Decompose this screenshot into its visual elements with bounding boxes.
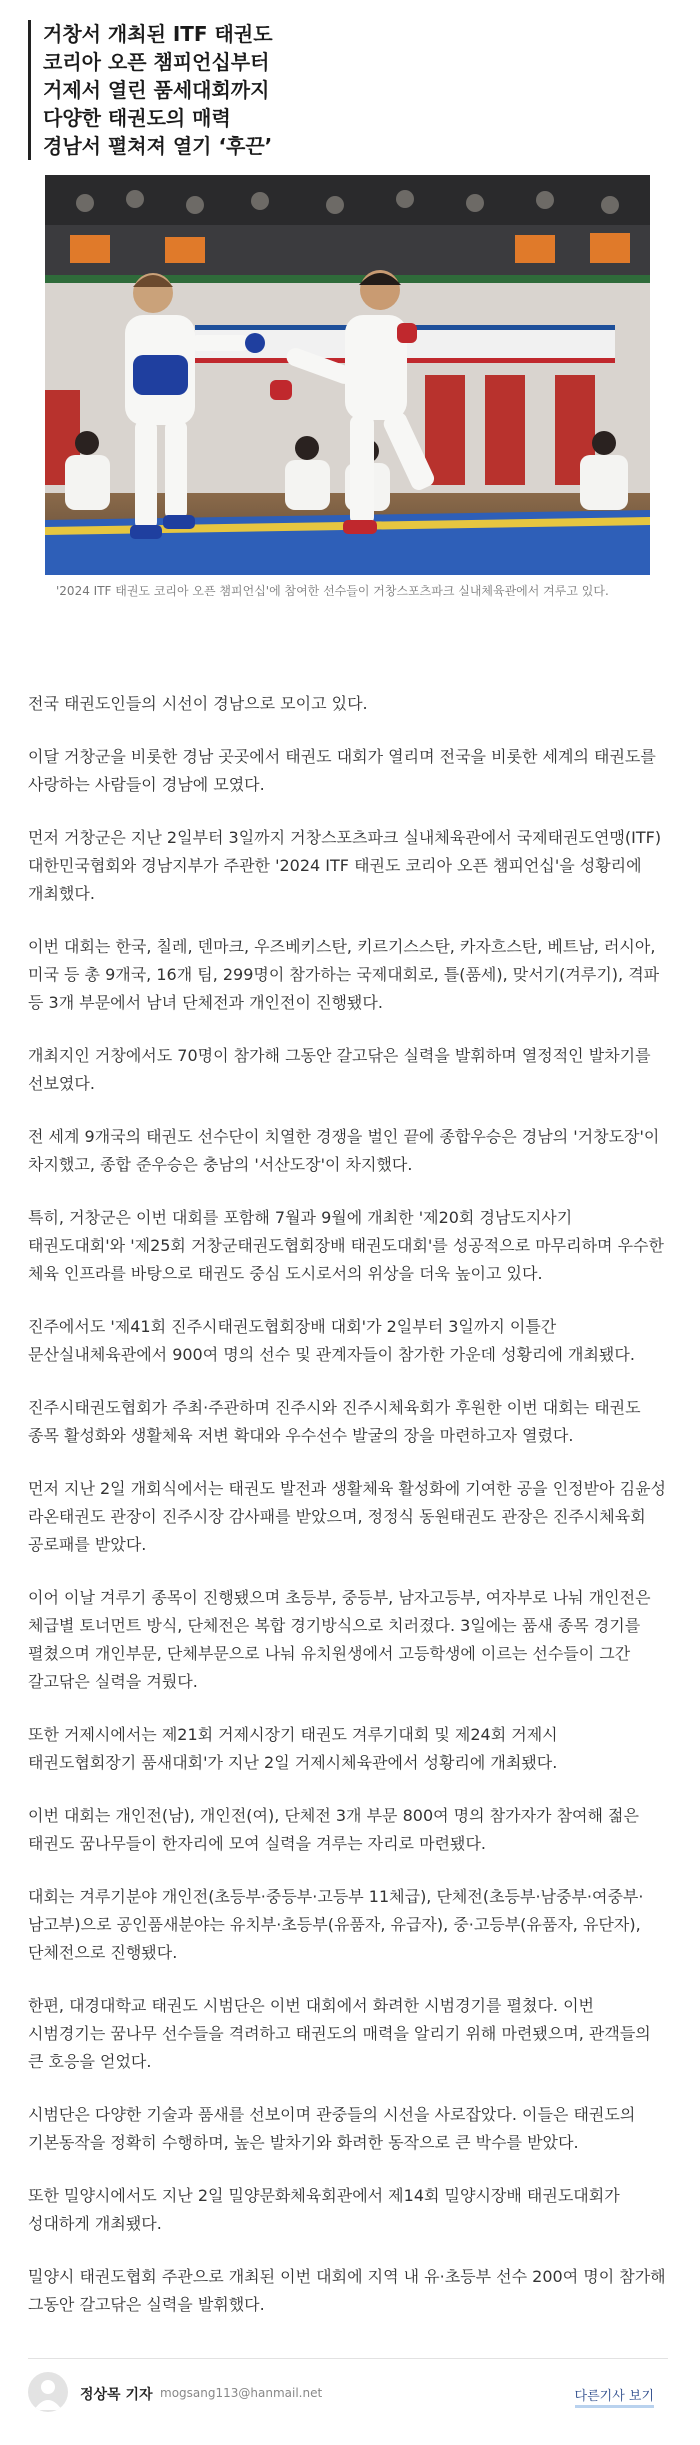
user-silhouette-icon	[28, 2372, 68, 2412]
paragraph: 전 세계 9개국의 태권도 선수단이 치열한 경쟁을 벌인 끝에 종합우승은 경남의 '거창도장'이 차지했고, 종합 준우승은 충남의 '서산도장'이 차지했다.	[28, 1127, 660, 1174]
paragraph: 한편, 대경대학교 태권도 시범단은 이번 대회에서 화려한 시범경기를 펼쳤다. 이번 시범경기는 꿈나무 선수들을 격려하고 태권도의 매력을 알리기 위해 마련됐으며, 관객들의 큰 호응을 얻었다.	[28, 1996, 651, 2071]
paragraph: 또한 거제시에서는 제21회 거제시장기 태권도 겨루기대회 및 제24회 거제시 태권도협회장기 품새대회'가 지난 2일 거제시체육관에서 성황리에 개최됐다.	[28, 1725, 558, 1772]
paragraph: 개최지인 거창에서도 70명이 참가해 그동안 갈고닦은 실력을 발휘하며 열정적인 발차기를 선보였다.	[28, 1046, 651, 1093]
article-photo	[45, 175, 650, 575]
headline-line-2: 코리아 오픈 챔피언십부터	[43, 50, 270, 74]
headline-line-1: 거창서 개최된 ITF 태권도	[43, 22, 273, 46]
paragraph: 밀양시 태권도협회 주관으로 개최된 이번 대회에 지역 내 유·초등부 선수 200여 명이 참가해 그동안 갈고닦은 실력을 발휘했다.	[28, 2267, 666, 2314]
author-bar	[28, 2372, 668, 2416]
paragraph: 진주시태권도협회가 주최·주관하며 진주시와 진주시체육회가 후원한 이번 대회는 태권도 종목 활성화와 생활체육 저변 확대와 우수선수 발굴의 장을 마련하고자 열렸다.	[28, 1398, 641, 1445]
photo-caption: '2024 ITF 태권도 코리아 오픈 챔피언십'에 참여한 선수들이 거창스포츠파크 실내체육관에서 겨루고 있다.	[56, 584, 609, 598]
paragraph: 진주에서도 '제41회 진주시태권도협회장배 대회'가 2일부터 3일까지 이틀간 문산실내체육관에서 900여 명의 선수 및 관계자들이 참가한 가운데 성황리에 개최됐다.	[28, 1317, 635, 1364]
paragraph: 이번 대회는 한국, 칠레, 덴마크, 우즈베키스탄, 키르기스스탄, 카자흐스탄, 베트남, 러시아, 미국 등 총 9개국, 16개 팀, 299명이 참가하는 국제대회로, 틀(품세), 맞서기(겨루기), 격파 등 3개 부문에서 남녀 단체전과 개인전이 진행됐다.	[28, 937, 660, 1012]
headline-line-5: 경남서 펼쳐져 열기 ‘후끈’	[43, 134, 273, 158]
paragraph: 이달 거창군을 비롯한 경남 곳곳에서 태권도 대회가 열리며 전국을 비롯한 세계의 태권도를 사랑하는 사람들이 경남에 모였다.	[28, 747, 656, 794]
headline-line-4: 다양한 태권도의 매력	[43, 106, 231, 130]
more-articles-link[interactable]: 다른기사 보기	[575, 2385, 654, 2408]
paragraph: 대회는 겨루기분야 개인전(초등부·중등부·고등부 11체급), 단체전(초등부·남중부·여중부·남고부)으로 공인품새분야는 유치부·초등부(유품자, 유급자), 중·고등부(유품자, 유단자), 단체전으로 진행됐다.	[28, 1887, 644, 1962]
paragraph: 이어 이날 겨루기 종목이 진행됐으며 초등부, 중등부, 남자고등부, 여자부로 나눠 개인전은 체급별 토너먼트 방식, 단체전은 복합 경기방식으로 치러졌다. 3일에는 품새 종목 경기를 펼쳤으며 개인부문, 단체부문으로 나눠 유치원생에서 고등학생에 이르는 선수들이 그간 갈고닦은 실력을 겨뤘다.	[28, 1588, 651, 1691]
author-name: 정상목 기자	[80, 2387, 153, 2403]
headline-box	[28, 20, 273, 160]
article-body	[28, 690, 668, 2344]
author-divider	[28, 2358, 668, 2359]
paragraph: 먼저 지난 2일 개회식에서는 태권도 발전과 생활체육 활성화에 기여한 공을 인정받아 김윤성 라온태권도 관장이 진주시장 감사패를 받았으며, 정정식 동원태권도 관장은 진주시체육회 공로패를 받았다.	[28, 1479, 666, 1554]
author-email[interactable]: mogsang113@hanmail.net	[160, 2386, 323, 2400]
headline-line-3: 거제서 열린 품세대회까지	[43, 78, 270, 102]
paragraph: 시범단은 다양한 기술과 품새를 선보이며 관중들의 시선을 사로잡았다. 이들은 태권도의 기본동작을 정확히 수행하며, 높은 발차기와 화려한 동작으로 큰 박수를 받았다.	[28, 2105, 636, 2152]
paragraph: 이번 대회는 개인전(남), 개인전(여), 단체전 3개 부문 800여 명의 참가자가 참여해 젊은 태권도 꿈나무들이 한자리에 모여 실력을 겨루는 자리로 마련됐다.	[28, 1806, 639, 1853]
paragraph: 먼저 거창군은 지난 2일부터 3일까지 거창스포츠파크 실내체육관에서 국제태권도연맹(ITF) 대한민국협회와 경남지부가 주관한 '2024 ITF 태권도 코리아 오픈 챔피언십'을 성황리에 개최했다.	[28, 828, 662, 903]
paragraph: 특히, 거창군은 이번 대회를 포함해 7월과 9월에 개최한 '제20회 경남도지사기 태권도대회'와 '제25회 거창군태권도협회장배 태권도대회'를 성공적으로 마무리하며 우수한 체육 인프라를 바탕으로 태권도 중심 도시로서의 위상을 더욱 높이고 있다.	[28, 1208, 664, 1283]
paragraph: 전국 태권도인들의 시선이 경남으로 모이고 있다.	[28, 694, 368, 713]
paragraph: 또한 밀양시에서도 지난 2일 밀양문화체육회관에서 제14회 밀양시장배 태권도대회가 성대하게 개최됐다.	[28, 2186, 620, 2233]
